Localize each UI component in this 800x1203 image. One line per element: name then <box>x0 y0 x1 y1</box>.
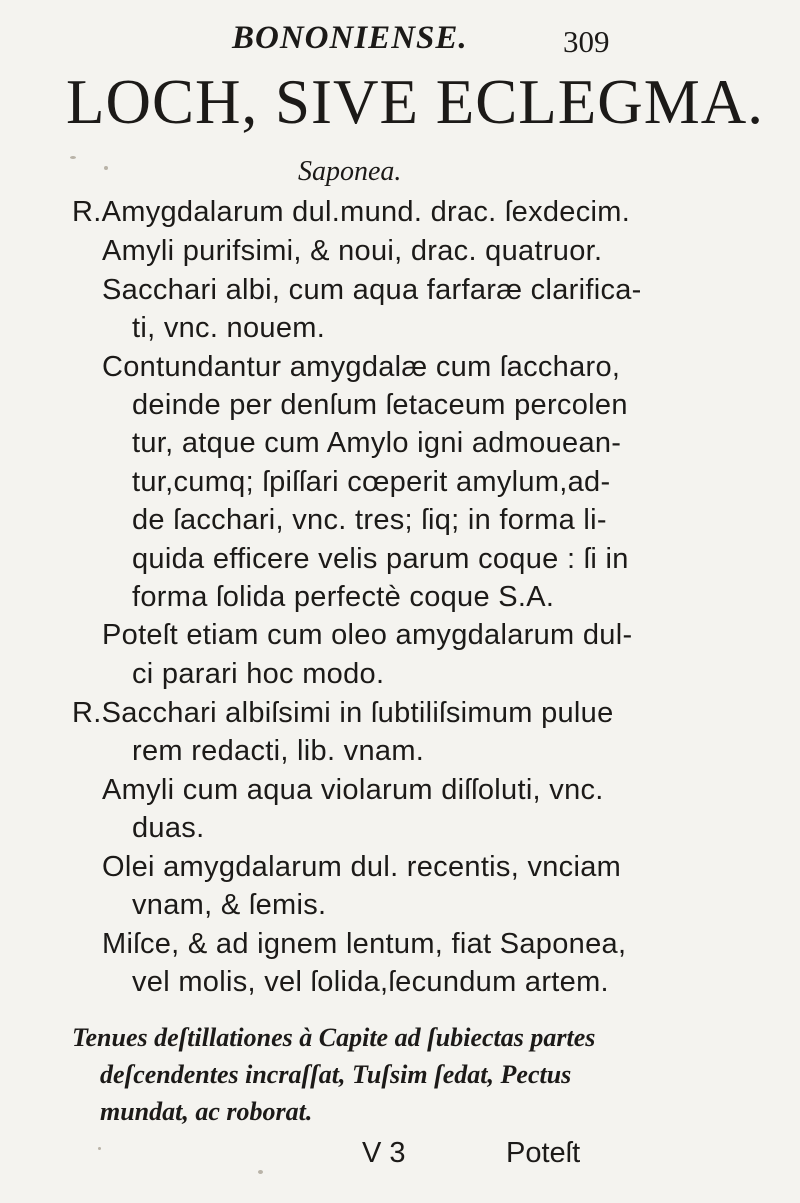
text-line: Amyli cum aqua violarum diſſoluti, vnc. <box>102 774 604 806</box>
text-line: duas. <box>132 812 205 844</box>
text-line: ci parari hoc modo. <box>132 658 385 690</box>
text-line: vnam, & ſemis. <box>132 889 327 921</box>
text-line: tur, atque cum Amylo igni admouean- <box>132 427 622 459</box>
text-line: R.Sacchari albiſsimi in ſubtiliſsimum pulue <box>72 697 614 729</box>
paper-speck <box>104 166 108 170</box>
text-line: rem redacti, lib. vnam. <box>132 735 425 767</box>
running-head: BONONIENSE. <box>232 20 468 56</box>
text-line: Sacchari albi, cum aqua farfaræ clarifica- <box>102 274 642 306</box>
paper-speck <box>98 1147 101 1150</box>
text-line: tur,cumq; ſpiſſari cœperit amylum,ad- <box>132 466 611 498</box>
text-line: vel molis, vel ſolida,ſecundum artem. <box>132 966 609 998</box>
text-line: forma ſolida perfectè coque S.A. <box>132 581 555 613</box>
text-line: de ſacchari, vnc. tres; ſiq; in forma li- <box>132 504 607 536</box>
text-line: Poteſt etiam cum oleo amygdalarum dul- <box>102 619 633 651</box>
text-line: Olei amygdalarum dul. recentis, vnciam <box>102 851 622 883</box>
text-line: ti, vnc. nouem. <box>132 312 326 344</box>
note-line: mundat, ac roborat. <box>100 1097 313 1126</box>
text-line: quida efficere velis parum coque : ſi in <box>132 543 629 575</box>
text-line: Amyli purifsimi, & noui, drac. quatruor. <box>102 235 603 267</box>
signature-mark: V 3 <box>362 1137 406 1169</box>
text-line: deinde per denſum ſetaceum percolen <box>132 389 628 421</box>
paper-speck <box>70 156 76 159</box>
recipe-subtitle: Saponea. <box>298 156 402 187</box>
text-line: R.Amygdalarum dul.mund. drac. ſexdecim. <box>72 196 631 228</box>
note-line: deſcendentes incraſſat, Tuſsim ſedat, Pectus <box>100 1060 572 1089</box>
page-number: 309 <box>563 24 610 59</box>
paper-speck <box>258 1170 263 1174</box>
text-line: Contundantur amygdalæ cum ſaccharo, <box>102 351 621 383</box>
section-title: LOCH, SIVE ECLEGMA. <box>66 67 764 137</box>
text-line: Miſce, & ad ignem lentum, fiat Saponea, <box>102 928 627 960</box>
note-line: Tenues deſtillationes à Capite ad ſubiectas partes <box>72 1023 596 1052</box>
catchword: Poteſt <box>506 1137 581 1169</box>
